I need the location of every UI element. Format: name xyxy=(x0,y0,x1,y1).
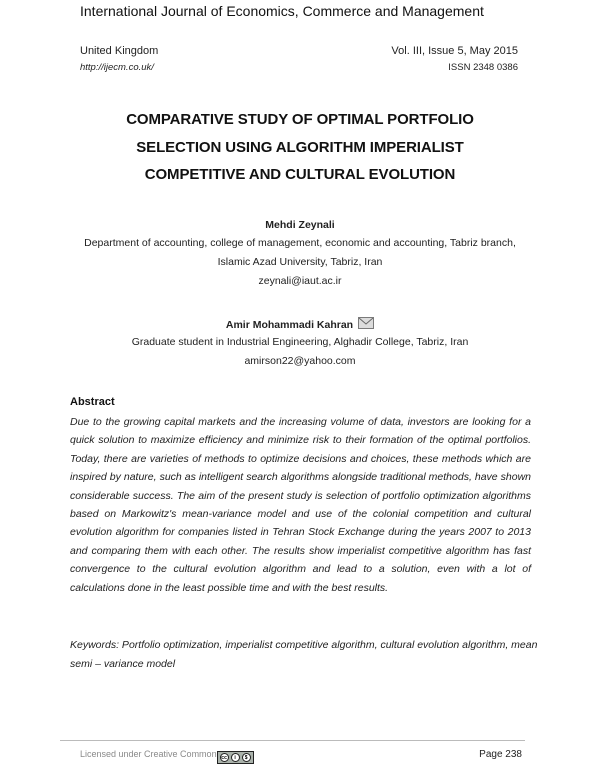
paper-title xyxy=(70,106,530,189)
license-notice xyxy=(80,749,254,764)
journal-country: United Kingdom xyxy=(80,45,159,57)
author-email[interactable]: amirson22@yahoo.com xyxy=(244,355,356,367)
attribution-icon: i xyxy=(231,753,240,762)
noncommercial-icon: $ xyxy=(242,753,251,762)
author-name-row xyxy=(40,317,560,331)
page-number: Page 238 xyxy=(479,749,522,760)
author-affiliation: Department of accounting, college of management, economic and accounting, Tabriz branch, xyxy=(84,237,516,249)
author-email[interactable]: zeynali@iaut.ac.ir xyxy=(258,275,342,287)
author-name: Mehdi Zeynali xyxy=(265,219,335,231)
abstract-heading: Abstract xyxy=(70,396,115,408)
issn: ISSN 2348 0386 xyxy=(448,62,518,73)
license-text: Licensed under Creative Common xyxy=(80,749,217,759)
journal-url-link[interactable]: http://ijecm.co.uk/ xyxy=(80,62,154,73)
title-line: SELECTION USING ALGORITHM IMPERIALIST xyxy=(136,138,464,156)
author-name: Amir Mohammadi Kahran xyxy=(225,319,354,331)
abstract-text: Due to the growing capital markets and the increasing volume of data, investors are looking for a quick solution to maximize efficiency and minimize risk to their formation of the optimal portfolios. Today, there are varieties of methods to optimize decisions and choices, these methods which are inspired by nature, such as intelligent search algorithms alongside traditional methods, have shown considerable success. The aim of the present study is selection of portfolio optimization algorithms based on Markowitz's mean-variance model and use of the colonial competition and cultural evolution algorithm for companies listed in Tehran Stock Exchange during the years 2007 to 2013 and comparing them with each other. The results show imperialist competitive algorithm has fast convergence to the cultural evolution algorithm and lead to a solution, even with a lot of calculations done in the least possible time and with the best results. xyxy=(70,416,531,594)
keywords: Keywords: Portfolio optimization, imperialist competitive algorithm, cultural evolution algorithm, mean semi – variance model xyxy=(70,639,538,670)
cc-icon: cc xyxy=(221,755,227,761)
journal-title: International Journal of Economics, Commerce and Management xyxy=(80,3,484,19)
footer-divider xyxy=(60,740,525,741)
author-affiliation: Islamic Azad University, Tabriz, Iran xyxy=(217,256,383,268)
author-affiliation: Graduate student in Industrial Engineering, Alghadir College, Tabriz, Iran xyxy=(131,336,469,348)
title-line: COMPETITIVE AND CULTURAL EVOLUTION xyxy=(144,166,456,183)
envelope-icon[interactable] xyxy=(358,317,374,329)
creative-commons-badge-icon[interactable] xyxy=(217,751,254,764)
volume-issue: Vol. III, Issue 5, May 2015 xyxy=(391,45,518,57)
title-line: COMPARATIVE STUDY OF OPTIMAL PORTFOLIO xyxy=(126,111,474,128)
